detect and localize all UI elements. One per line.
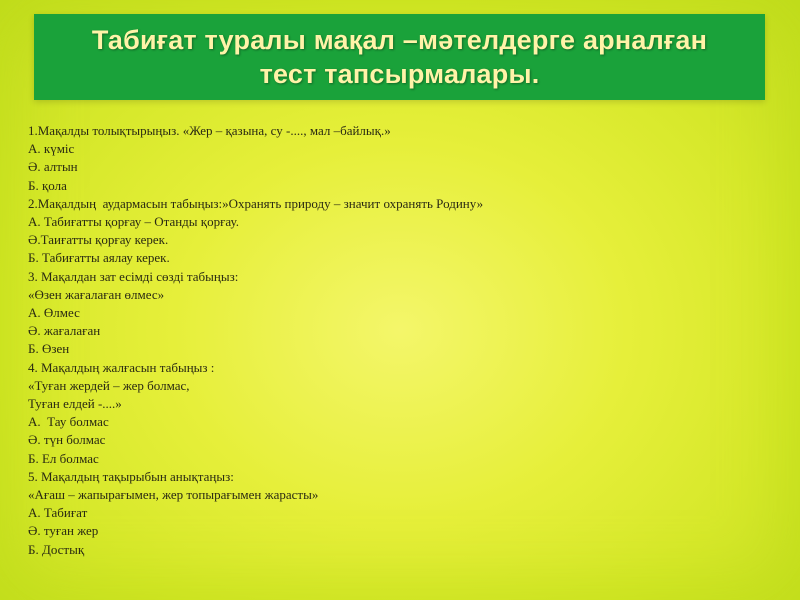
answer-option: Б. Достық [28,541,85,557]
answer-option: Б. Өзен [28,341,70,357]
answer-option: А. күміс [28,141,75,157]
answer-option: Б. Ел болмас [28,450,99,466]
answer-option: Ә. алтын [28,159,78,175]
question-2: 2.Мақалдың аудармасын табыңыз:»Охранять природу – значит охранять Родину» [28,195,484,211]
answer-option: А. Табиғатты қорғау – Отанды қорғау. [28,214,239,230]
answer-option: Ә.Таиғатты қорғау керек. [28,232,169,248]
proverb-text: «Ағаш – жапырағымен, жер топырағымен жарасты» [28,487,319,503]
answer-option: Ә. түн болмас [28,432,106,448]
title-line-1: Табиғат туралы мақал –мәтелдерге арналған [91,25,708,55]
proverb-text: Туған елдей -....» [28,396,122,412]
title-line-2: тест тапсырмалары. [259,59,540,89]
proverb-text: «Туған жердей – жер болмас, [28,377,190,393]
answer-option: Б. қола [28,177,67,193]
question-4: 4. Мақалдың жалғасын табыңыз : [28,359,215,375]
question-5: 5. Мақалдың тақырыбын анықтаңыз: [28,468,234,484]
answer-option: Ә. туған жер [28,523,99,539]
title-banner [34,14,765,100]
question-1: 1.Мақалды толықтырыңыз. «Жер – қазына, су -...., мал –байлық.» [28,123,391,138]
answer-option: Ә. жағалаған [28,323,101,339]
answer-option: Б. Табиғатты аялау керек. [28,250,170,266]
answer-option: А. Тау болмас [28,414,109,430]
answer-option: А. Өлмес [28,305,80,321]
answer-option: А. Табиғат [28,505,88,521]
question-3: 3. Мақалдан зат есімді сөзді табыңыз: [28,268,239,284]
proverb-text: «Өзен жағалаған өлмес» [28,286,165,302]
test-questions [28,122,768,559]
